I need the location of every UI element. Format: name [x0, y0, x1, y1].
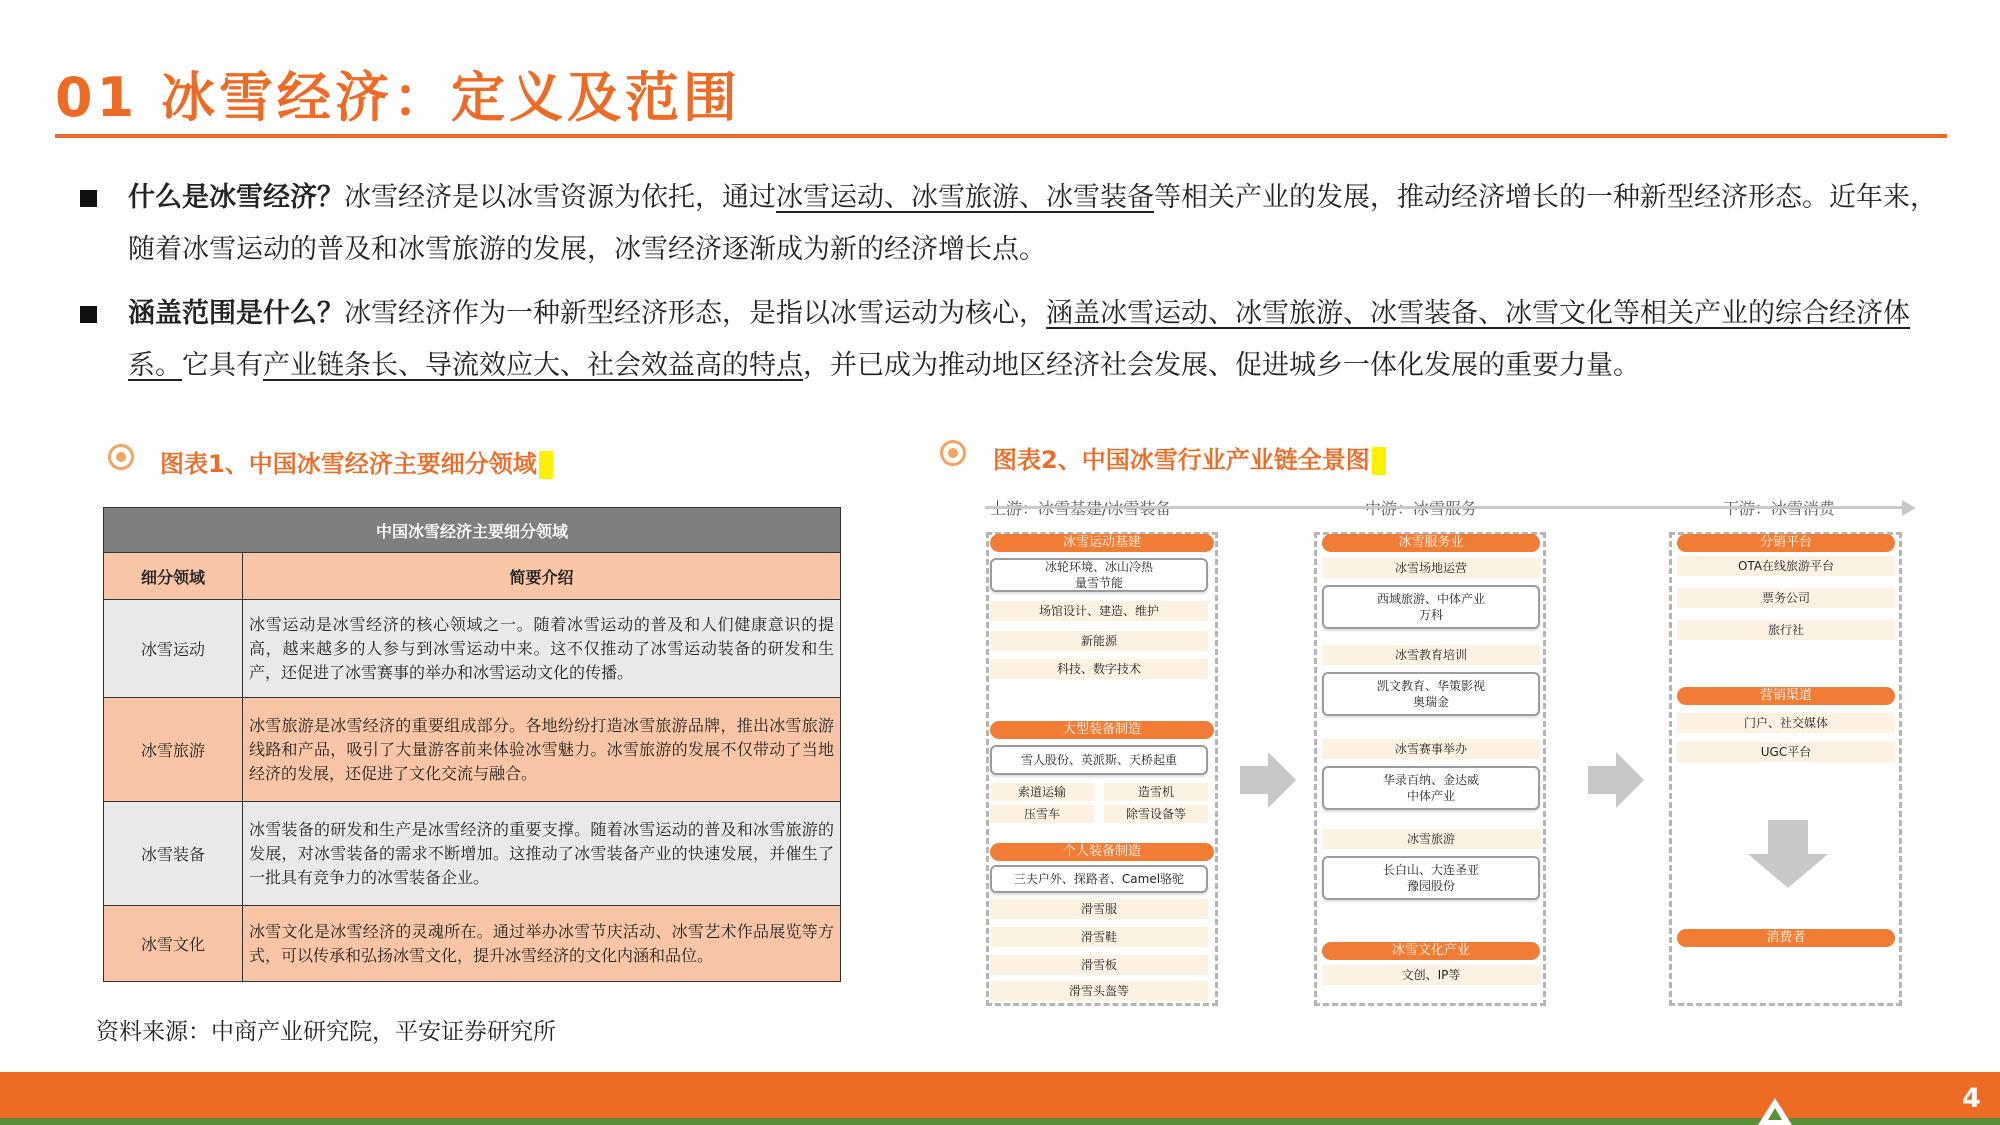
underlined-text: 冰雪运动、冰雪旅游、冰雪装备 [776, 182, 1154, 213]
paragraph-text: 冰雪经济是以冰雪资源为依托，通过 [344, 182, 776, 213]
section-target-icon [108, 444, 134, 470]
column-header: 简要介绍 [243, 553, 841, 600]
item-cell: 科技、数字技术 [990, 659, 1208, 679]
category-label: 冰雪文化产业 [1322, 942, 1540, 960]
description-cell: 冰雪装备的研发和生产是冰雪经济的重要支撑。随着冰雪运动的普及和冰雪旅游的发展，对冰雪装备的需求不断增加。这推动了冰雪装备产业的快速发展，并催生了一批具有竞争力的冰雪装备企业。 [243, 802, 841, 906]
figure1-heading-text: 图表1、中国冰雪经济主要细分领域 [160, 450, 537, 478]
table-row [104, 802, 841, 906]
underlined-text: 涵盖冰雪运动、冰雪旅游、冰雪装备、冰雪文化等相关产业的综合经济体系。 [128, 298, 1910, 381]
description-cell: 冰雪运动是冰雪经济的核心领域之一。随着冰雪运动的普及和人们健康意识的提高，越来越多的人参与到冰雪运动中来。这不仅推动了冰雪运动装备的研发和生产，还促进了冰雪赛事的举办和冰雪运动文化的传播。 [243, 600, 841, 698]
item-cell: 除雪设备等 [1104, 805, 1208, 823]
company-box: 雪人股份、英派斯、天桥起重 [990, 745, 1208, 775]
item-cell: 压雪车 [990, 805, 1094, 823]
category-label: 冰雪运动基建 [990, 534, 1214, 552]
item-cell: 滑雪板 [990, 955, 1208, 975]
column-header: 细分领域 [104, 553, 243, 600]
company-box: 冰轮环境、冰山冷热 量雪节能 [990, 558, 1208, 592]
figure2-heading-text: 图表2、中国冰雪行业产业链全景图 [993, 446, 1370, 474]
question-label: 什么是冰雪经济？ [128, 182, 344, 213]
highlight-mark [1372, 447, 1386, 475]
item-cell: 文创、IP等 [1322, 965, 1540, 985]
table-row [104, 906, 841, 982]
paragraph-text: ，并已成为推动地区经济社会发展、促进城乡一体化发展的重要力量。 [803, 350, 1640, 381]
item-cell: 索道运输 [990, 783, 1094, 801]
bullet-square-icon [80, 190, 97, 207]
definition-paragraph [80, 172, 1940, 276]
footer-accent-line [0, 1118, 2000, 1125]
table-row [104, 600, 841, 698]
item-cell: 滑雪头盔等 [990, 981, 1208, 1001]
paragraph-text: 它具有 [182, 350, 263, 381]
item-cell: 冰雪场地运营 [1322, 558, 1540, 578]
item-cell: 滑雪服 [990, 899, 1208, 919]
item-cell: 新能源 [990, 631, 1208, 651]
item-cell: UGC平台 [1677, 742, 1895, 762]
category-label: 消费者 [1677, 929, 1895, 947]
category-label: 营销渠道 [1677, 687, 1895, 705]
item-cell: 造雪机 [1104, 783, 1208, 801]
section-target-icon [940, 440, 966, 466]
description-cell: 冰雪文化是冰雪经济的灵魂所在。通过举办冰雪节庆活动、冰雪艺术作品展览等方式，可以传承和弘扬冰雪文化，提升冰雪经济的文化内涵和品位。 [243, 906, 841, 982]
page-title: 01 冰雪经济：定义及范围 [55, 66, 741, 129]
field-cell: 冰雪文化 [104, 906, 243, 982]
flow-right-arrow-icon [1240, 752, 1296, 808]
question-label: 涵盖范围是什么？ [128, 298, 344, 329]
item-cell: 冰雪教育培训 [1322, 645, 1540, 665]
table-caption: 中国冰雪经济主要细分领域 [104, 508, 841, 553]
company-box: 华录百纳、金达威 中体产业 [1322, 766, 1540, 810]
paragraph-text: 等相关产业的发展，推动经济增长的一种新型经济形态。近年来，随着冰雪运动的普及和冰雪旅游的发展，冰雪经济逐渐成为新的经济增长点。 [128, 182, 1937, 265]
highlight-mark [539, 451, 553, 479]
item-cell: 旅行社 [1677, 620, 1895, 640]
flow-arrow-head-icon [1902, 500, 1916, 516]
scope-paragraph [80, 288, 1940, 392]
figure1-heading [160, 444, 553, 479]
logo-inner-icon [1768, 1108, 1782, 1120]
item-cell: 票务公司 [1677, 588, 1895, 608]
company-box: 凯文教育、华策影视 奥瑞金 [1322, 672, 1540, 716]
flow-down-arrow-icon [1748, 820, 1828, 888]
source-note: 资料来源：中商产业研究院，平安证券研究所 [96, 1019, 556, 1045]
field-cell: 冰雪运动 [104, 600, 243, 698]
category-label: 分销平台 [1677, 534, 1895, 552]
field-cell: 冰雪装备 [104, 802, 243, 906]
company-box: 三夫户外、探路者、Camel骆驼 [990, 865, 1208, 893]
field-cell: 冰雪旅游 [104, 698, 243, 802]
company-box: 长白山、大连圣亚 豫园股份 [1322, 856, 1540, 900]
table-row [104, 698, 841, 802]
category-label: 个人装备制造 [990, 843, 1214, 861]
title-divider [55, 134, 1947, 138]
category-label: 冰雪服务业 [1322, 534, 1540, 552]
bullet-square-icon [80, 306, 97, 323]
item-cell: 滑雪鞋 [990, 927, 1208, 947]
flow-right-arrow-icon [1588, 752, 1644, 808]
underlined-text: 产业链条长、导流效应大、社会效益高的特点 [263, 350, 803, 381]
company-box: 西域旅游、中体产业 万科 [1322, 585, 1540, 629]
figure2-heading [993, 440, 1386, 475]
item-cell: 门户、社交媒体 [1677, 713, 1895, 733]
category-label: 大型装备制造 [990, 721, 1214, 739]
page-number: 4 [1962, 1083, 1981, 1114]
item-cell: 场馆设计、建造、维护 [990, 601, 1208, 621]
item-cell: OTA在线旅游平台 [1677, 556, 1895, 576]
paragraph-text: 冰雪经济作为一种新型经济形态，是指以冰雪运动为核心， [344, 298, 1046, 329]
segments-table [103, 507, 841, 982]
item-cell: 冰雪赛事举办 [1322, 739, 1540, 759]
flow-arrow-line [985, 506, 1905, 509]
description-cell: 冰雪旅游是冰雪经济的重要组成部分。各地纷纷打造冰雪旅游品牌，推出冰雪旅游线路和产品，吸引了大量游客前来体验冰雪魅力。冰雪旅游的发展不仅带动了当地经济的发展，还促进了文化交流与融合。 [243, 698, 841, 802]
item-cell: 冰雪旅游 [1322, 829, 1540, 849]
